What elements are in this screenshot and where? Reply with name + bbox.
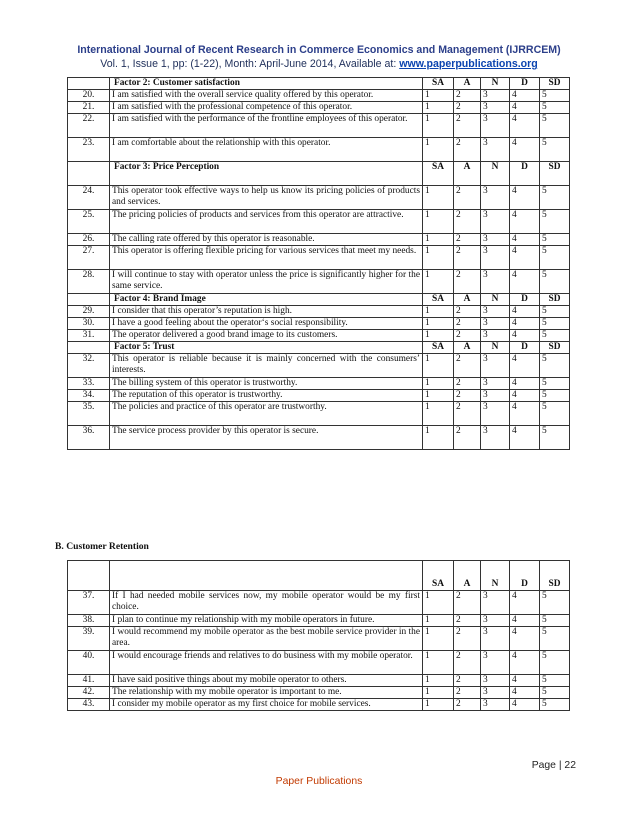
customer-retention-table [67,560,570,711]
rating-value-3: 3 [481,378,510,390]
rating-value-4: 4 [510,651,540,675]
scale-label-sd: SD [540,342,570,354]
rating-value-2: 2 [454,114,481,138]
statement-text: The relationship with my mobile operator is important to me. [110,687,423,699]
rating-value-3: 3 [481,591,510,615]
rating-value-4: 4 [510,426,540,450]
rating-value-5: 5 [540,675,570,687]
rating-value-2: 2 [454,675,481,687]
journal-title: International Journal of Recent Research in Commerce Economics and Management (IJRRCEM) [77,44,561,56]
rating-value-2: 2 [454,306,481,318]
statement-row [68,90,570,102]
statement-text: The pricing policies of products and services from this operator are attractive. [110,210,423,234]
statement-row [68,234,570,246]
rating-value-2: 2 [454,687,481,699]
scale-label-a: A [454,162,481,186]
statement-text: The operator delivered a good brand image to its customers. [110,330,423,342]
rating-value-2: 2 [454,102,481,114]
statement-row [68,246,570,270]
statement-text: I plan to continue my relationship with my mobile operators in future. [110,615,423,627]
rating-value-4: 4 [510,114,540,138]
scale-label-sa: SA [423,78,454,90]
factor-title: Factor 5: Trust [110,342,423,354]
rating-value-2: 2 [454,90,481,102]
rating-value-5: 5 [540,615,570,627]
factor-header-row [68,561,570,591]
row-number-cell [68,561,110,591]
statement-text: I am comfortable about the relationship with this operator. [110,138,423,162]
rating-value-1: 1 [423,318,454,330]
scale-label-sa: SA [423,342,454,354]
statement-row [68,591,570,615]
rating-value-3: 3 [481,90,510,102]
statement-row [68,330,570,342]
rating-value-5: 5 [540,426,570,450]
statement-text: I am satisfied with the professional competence of this operator. [110,102,423,114]
rating-value-1: 1 [423,354,454,378]
scale-label-d: D [510,561,540,591]
rating-value-3: 3 [481,186,510,210]
scale-label-n: N [481,342,510,354]
rating-value-3: 3 [481,426,510,450]
statement-text: This operator is reliable because it is mainly concerned with the consumers’ interests. [110,354,423,378]
scale-label-sa: SA [423,294,454,306]
statement-number: 26. [68,234,110,246]
statement-text: The policies and practice of this operator are trustworthy. [110,402,423,426]
statement-number: 39. [68,627,110,651]
rating-value-2: 2 [454,318,481,330]
rating-value-3: 3 [481,210,510,234]
statement-text: This operator took effective ways to help us know its pricing policies of products and services. [110,186,423,210]
section-heading-customer-retention: B. Customer Retention [55,541,149,552]
factor-title: Factor 3: Price Perception [110,162,423,186]
statement-row [68,270,570,294]
rating-value-5: 5 [540,210,570,234]
statement-row [68,675,570,687]
statement-number: 37. [68,591,110,615]
rating-value-5: 5 [540,138,570,162]
rating-value-5: 5 [540,699,570,711]
statement-text: I would encourage friends and relatives to do business with my mobile operator. [110,651,423,675]
rating-value-5: 5 [540,378,570,390]
rating-value-4: 4 [510,390,540,402]
rating-value-1: 1 [423,270,454,294]
statement-number: 28. [68,270,110,294]
statement-row [68,306,570,318]
statement-text: I will continue to stay with operator unless the price is significantly higher for the same service. [110,270,423,294]
rating-value-3: 3 [481,330,510,342]
rating-value-4: 4 [510,246,540,270]
rating-value-4: 4 [510,354,540,378]
statement-number: 38. [68,615,110,627]
statement-number: 29. [68,306,110,318]
statement-number: 41. [68,675,110,687]
rating-value-3: 3 [481,615,510,627]
rating-value-3: 3 [481,651,510,675]
rating-value-3: 3 [481,675,510,687]
statement-text: The reputation of this operator is trustworthy. [110,390,423,402]
rating-value-3: 3 [481,699,510,711]
rating-value-3: 3 [481,234,510,246]
rating-value-3: 3 [481,627,510,651]
statement-row [68,699,570,711]
scale-label-sd: SD [540,162,570,186]
rating-value-1: 1 [423,390,454,402]
rating-value-3: 3 [481,402,510,426]
scale-label-d: D [510,78,540,90]
statement-row [68,426,570,450]
rating-value-4: 4 [510,186,540,210]
rating-value-2: 2 [454,330,481,342]
rating-value-2: 2 [454,246,481,270]
scale-label-a: A [454,561,481,591]
rating-value-5: 5 [540,330,570,342]
statement-text: I am satisfied with the overall service quality offered by this operator. [110,90,423,102]
rating-value-5: 5 [540,246,570,270]
rating-value-3: 3 [481,270,510,294]
rating-value-5: 5 [540,651,570,675]
statement-number: 21. [68,102,110,114]
statement-text: This operator is offering flexible pricing for various services that meet my needs. [110,246,423,270]
rating-value-1: 1 [423,114,454,138]
rating-value-1: 1 [423,330,454,342]
scale-label-sd: SD [540,294,570,306]
rating-value-5: 5 [540,627,570,651]
rating-value-2: 2 [454,615,481,627]
statement-text: The service process provider by this operator is secure. [110,426,423,450]
scale-label-n: N [481,561,510,591]
factor-title: Factor 4: Brand Image [110,294,423,306]
journal-issue-line [0,58,638,70]
statement-number: 30. [68,318,110,330]
rating-value-2: 2 [454,210,481,234]
rating-value-2: 2 [454,138,481,162]
rating-value-2: 2 [454,426,481,450]
rating-value-3: 3 [481,306,510,318]
scale-label-a: A [454,294,481,306]
row-number-cell [68,342,110,354]
rating-value-4: 4 [510,687,540,699]
rating-value-4: 4 [510,615,540,627]
rating-value-5: 5 [540,591,570,615]
rating-value-2: 2 [454,402,481,426]
rating-value-1: 1 [423,246,454,270]
factor-header-row [68,342,570,354]
statement-row [68,627,570,651]
rating-value-5: 5 [540,687,570,699]
factor-header-row [68,78,570,90]
statement-row [68,210,570,234]
rating-value-2: 2 [454,591,481,615]
scale-label-sa: SA [423,561,454,591]
rating-value-5: 5 [540,306,570,318]
rating-value-5: 5 [540,390,570,402]
scale-label-d: D [510,162,540,186]
rating-value-3: 3 [481,246,510,270]
statement-number: 25. [68,210,110,234]
statement-number: 34. [68,390,110,402]
rating-value-2: 2 [454,699,481,711]
statement-row [68,186,570,210]
rating-value-3: 3 [481,390,510,402]
rating-value-4: 4 [510,306,540,318]
factors-table [67,77,570,450]
statement-number: 22. [68,114,110,138]
statement-text: I have a good feeling about the operator‘s social responsibility. [110,318,423,330]
statement-number: 40. [68,651,110,675]
rating-value-4: 4 [510,591,540,615]
rating-value-2: 2 [454,354,481,378]
statement-number: 32. [68,354,110,378]
rating-value-1: 1 [423,426,454,450]
scale-label-n: N [481,294,510,306]
scale-label-n: N [481,162,510,186]
rating-value-1: 1 [423,651,454,675]
rating-value-1: 1 [423,234,454,246]
statement-row [68,318,570,330]
publisher-footer: Paper Publications [275,776,363,787]
rating-value-1: 1 [423,615,454,627]
factor-header-row [68,294,570,306]
rating-value-1: 1 [423,699,454,711]
rating-value-1: 1 [423,186,454,210]
statement-text: I would recommend my mobile operator as the best mobile service provider in the area. [110,627,423,651]
rating-value-1: 1 [423,138,454,162]
scale-label-d: D [510,294,540,306]
statement-number: 43. [68,699,110,711]
statement-number: 35. [68,402,110,426]
rating-value-1: 1 [423,90,454,102]
statement-row [68,378,570,390]
rating-value-4: 4 [510,234,540,246]
rating-value-4: 4 [510,699,540,711]
rating-value-5: 5 [540,402,570,426]
statement-row [68,102,570,114]
statement-row [68,615,570,627]
statement-row [68,687,570,699]
row-number-cell [68,294,110,306]
rating-value-1: 1 [423,306,454,318]
statement-row [68,402,570,426]
rating-value-4: 4 [510,210,540,234]
scale-label-a: A [454,78,481,90]
row-number-cell [68,162,110,186]
statement-number: 42. [68,687,110,699]
rating-value-3: 3 [481,318,510,330]
rating-value-4: 4 [510,402,540,426]
rating-value-5: 5 [540,114,570,138]
rating-value-4: 4 [510,675,540,687]
rating-value-5: 5 [540,102,570,114]
rating-value-1: 1 [423,627,454,651]
scale-label-sd: SD [540,78,570,90]
rating-value-2: 2 [454,627,481,651]
statement-row [68,114,570,138]
rating-value-3: 3 [481,102,510,114]
scale-label-sd: SD [540,561,570,591]
rating-value-5: 5 [540,318,570,330]
rating-value-1: 1 [423,210,454,234]
statement-number: 23. [68,138,110,162]
rating-value-1: 1 [423,591,454,615]
statement-text: I have said positive things about my mobile operator to others. [110,675,423,687]
rating-value-4: 4 [510,330,540,342]
statement-number: 33. [68,378,110,390]
factor-title: Factor 2: Customer satisfaction [110,78,423,90]
rating-value-2: 2 [454,378,481,390]
statement-row [68,354,570,378]
rating-value-4: 4 [510,318,540,330]
statement-text: I am satisfied with the performance of the frontline employees of this operator. [110,114,423,138]
rating-value-2: 2 [454,270,481,294]
rating-value-2: 2 [454,390,481,402]
statement-number: 31. [68,330,110,342]
rating-value-1: 1 [423,378,454,390]
rating-value-4: 4 [510,102,540,114]
rating-value-5: 5 [540,186,570,210]
rating-value-3: 3 [481,687,510,699]
rating-value-4: 4 [510,378,540,390]
rating-value-1: 1 [423,687,454,699]
rating-value-3: 3 [481,354,510,378]
rating-value-3: 3 [481,114,510,138]
statement-row [68,651,570,675]
rating-value-4: 4 [510,138,540,162]
rating-value-1: 1 [423,402,454,426]
rating-value-4: 4 [510,627,540,651]
statement-row [68,390,570,402]
statement-number: 27. [68,246,110,270]
row-number-cell [68,78,110,90]
rating-value-1: 1 [423,675,454,687]
statement-text: I consider that this operator’s reputation is high. [110,306,423,318]
rating-value-4: 4 [510,90,540,102]
statement-row [68,138,570,162]
statement-text: The billing system of this operator is trustworthy. [110,378,423,390]
rating-value-5: 5 [540,234,570,246]
statement-text: If I had needed mobile services now, my mobile operator would be my first choice. [110,591,423,615]
rating-value-2: 2 [454,186,481,210]
rating-value-1: 1 [423,102,454,114]
factor-title [110,561,423,591]
statement-number: 24. [68,186,110,210]
rating-value-5: 5 [540,270,570,294]
rating-value-2: 2 [454,234,481,246]
scale-label-sa: SA [423,162,454,186]
statement-text: The calling rate offered by this operator is reasonable. [110,234,423,246]
scale-label-n: N [481,78,510,90]
statement-number: 36. [68,426,110,450]
rating-value-5: 5 [540,354,570,378]
scale-label-a: A [454,342,481,354]
scale-label-d: D [510,342,540,354]
rating-value-3: 3 [481,138,510,162]
issue-info: Vol. 1, Issue 1, pp: (1-22), Month: April-June 2014, Available at: [100,58,400,70]
statement-number: 20. [68,90,110,102]
statement-text: I consider my mobile operator as my first choice for mobile services. [110,699,423,711]
journal-url-link[interactable]: www.paperpublications.org [399,58,538,70]
rating-value-5: 5 [540,90,570,102]
rating-value-4: 4 [510,270,540,294]
page-number: Page | 22 [531,760,576,771]
factor-header-row [68,162,570,186]
rating-value-2: 2 [454,651,481,675]
